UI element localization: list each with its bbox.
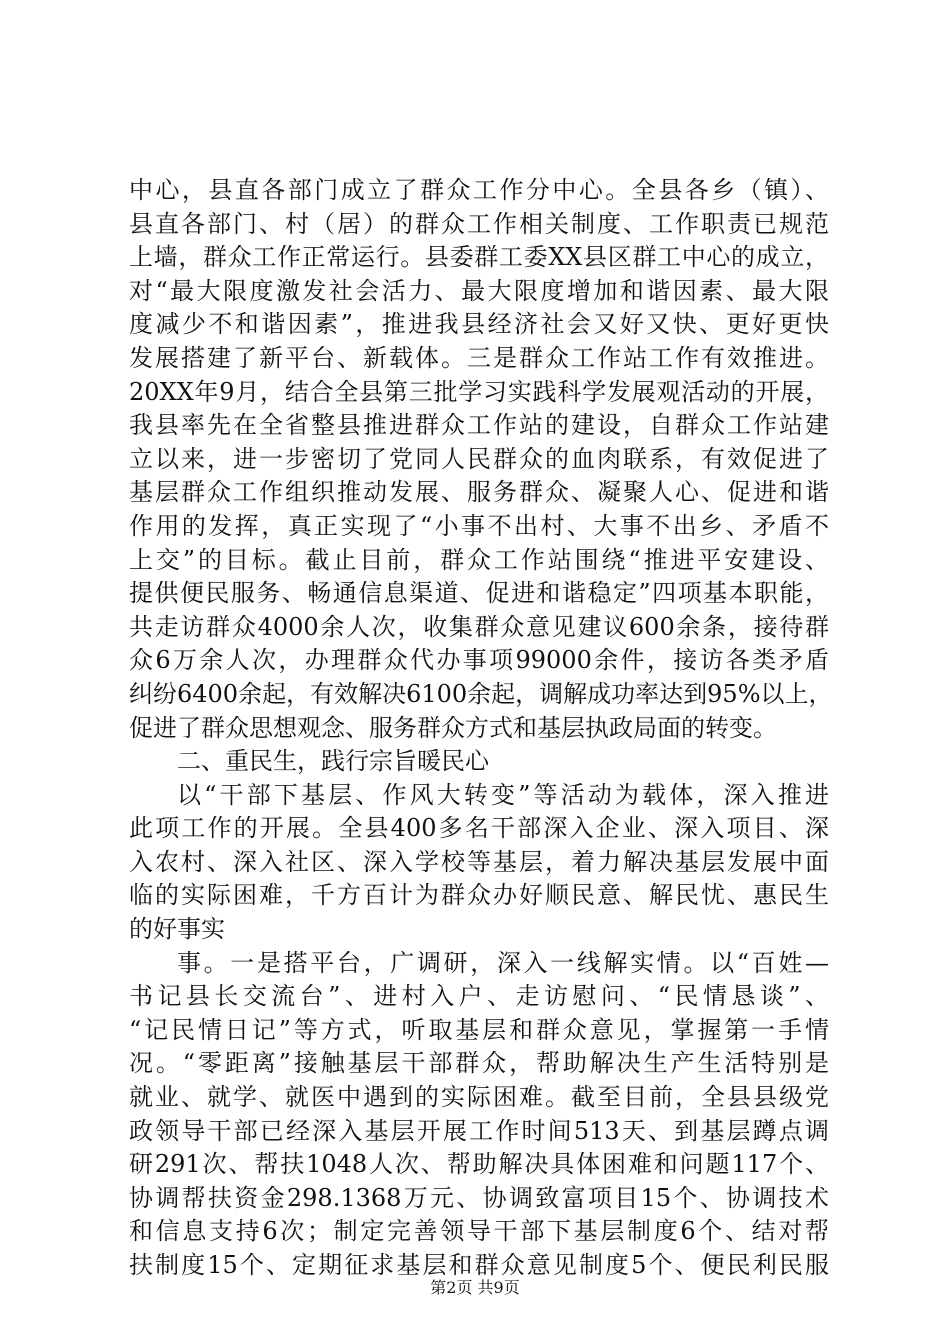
text-line: 政领导干部已经深入基层开展工作时间513天、到基层蹲点调: [129, 1116, 829, 1145]
text-line: 促进了群众思想观念、服务群众方式和基层执政局面的转变。: [129, 713, 777, 742]
text-line: 众6万余人次，办理群众代办事项99000余件，接访各类矛盾: [129, 646, 829, 675]
text-line: 的好事实: [129, 915, 225, 944]
text-line: 立以来，进一步密切了党同人民群众的血肉联系，有效促进了: [129, 444, 829, 473]
body-text: [129, 174, 833, 1283]
text-line: 上墙，群众工作正常运行。县委群工委XX县区群工中心的成立，: [129, 243, 829, 272]
text-line: 临的实际困难，千方百计为群众办好顺民意、解民忧、惠民生: [129, 881, 829, 910]
text-line: 上交”的目标。截止目前，群众工作站围绕“推进平安建设、: [129, 545, 829, 574]
text-line: 和信息支持6次；制定完善领导干部下基层制度6个、结对帮: [129, 1217, 829, 1246]
text-line: 度减少不和谐因素”，推进我县经济社会又好又快、更好更快: [129, 310, 829, 339]
text-line: 以“干部下基层、作风大转变”等活动为载体，深入推进: [177, 780, 829, 809]
text-line: 对“最大限度激发社会活力、最大限度增加和谐因素、最大限: [129, 276, 829, 305]
text-line: 研291次、帮扶1048人次、帮助解决具体困难和问题117个、: [129, 1150, 829, 1179]
section-heading: 二、重民生，践行宗旨暖民心: [177, 747, 489, 776]
text-line: 县直各部门、村（居）的群众工作相关制度、工作职责已规范: [129, 209, 829, 238]
text-line: “记民情日记”等方式，听取基层和群众意见，掌握第一手情: [129, 1015, 829, 1044]
text-line: 事。一是搭平台，广调研，深入一线解实情。以“百姓—: [177, 948, 829, 977]
text-line: 扶制度15个、定期征求基层和群众意见制度5个、便民利民服: [129, 1251, 829, 1279]
text-line: 况。“零距离”接触基层干部群众，帮助解决生产生活特别是: [129, 1049, 829, 1078]
text-line: 就业、就学、就医中遇到的实际困难。截至目前，全县县级党: [129, 1083, 829, 1112]
text-line: 基层群众工作组织推动发展、服务群众、凝聚人心、促进和谐: [129, 478, 829, 507]
text-line: 提供便民服务、畅通信息渠道、促进和谐稳定”四项基本职能，: [129, 579, 829, 608]
text-line: 共走访群众4000余人次，收集群众意见建议600余条，接待群: [129, 612, 829, 641]
text-line: 我县率先在全省整县推进群众工作站的建设，自群众工作站建: [129, 411, 829, 440]
text-line: 入农村、深入社区、深入学校等基层，着力解决基层发展中面: [129, 847, 829, 876]
text-line: 纠纷6400余起，有效解决6100余起，调解成功率达到95%以上，: [129, 679, 833, 708]
text-line: 发展搭建了新平台、新载体。三是群众工作站工作有效推进。: [129, 343, 829, 372]
text-line: 中心，县直各部门成立了群众工作分中心。全县各乡（镇）、: [129, 176, 829, 204]
text-line: 书记县长交流台”、进村入户、走访慰问、“民情恳谈”、: [129, 982, 829, 1011]
text-line: 协调帮扶资金298.1368万元、协调致富项目15个、协调技术: [129, 1183, 829, 1212]
text-line: 此项工作的开展。全县400多名干部深入企业、深入项目、深: [129, 814, 829, 843]
page-footer: 第2页 共9页: [430, 1278, 520, 1297]
text-line: 作用的发挥，真正实现了“小事不出村、大事不出乡、矛盾不: [129, 511, 829, 540]
text-line: 20XX年9月，结合全县第三批学习实践科学发展观活动的开展，: [129, 377, 829, 406]
